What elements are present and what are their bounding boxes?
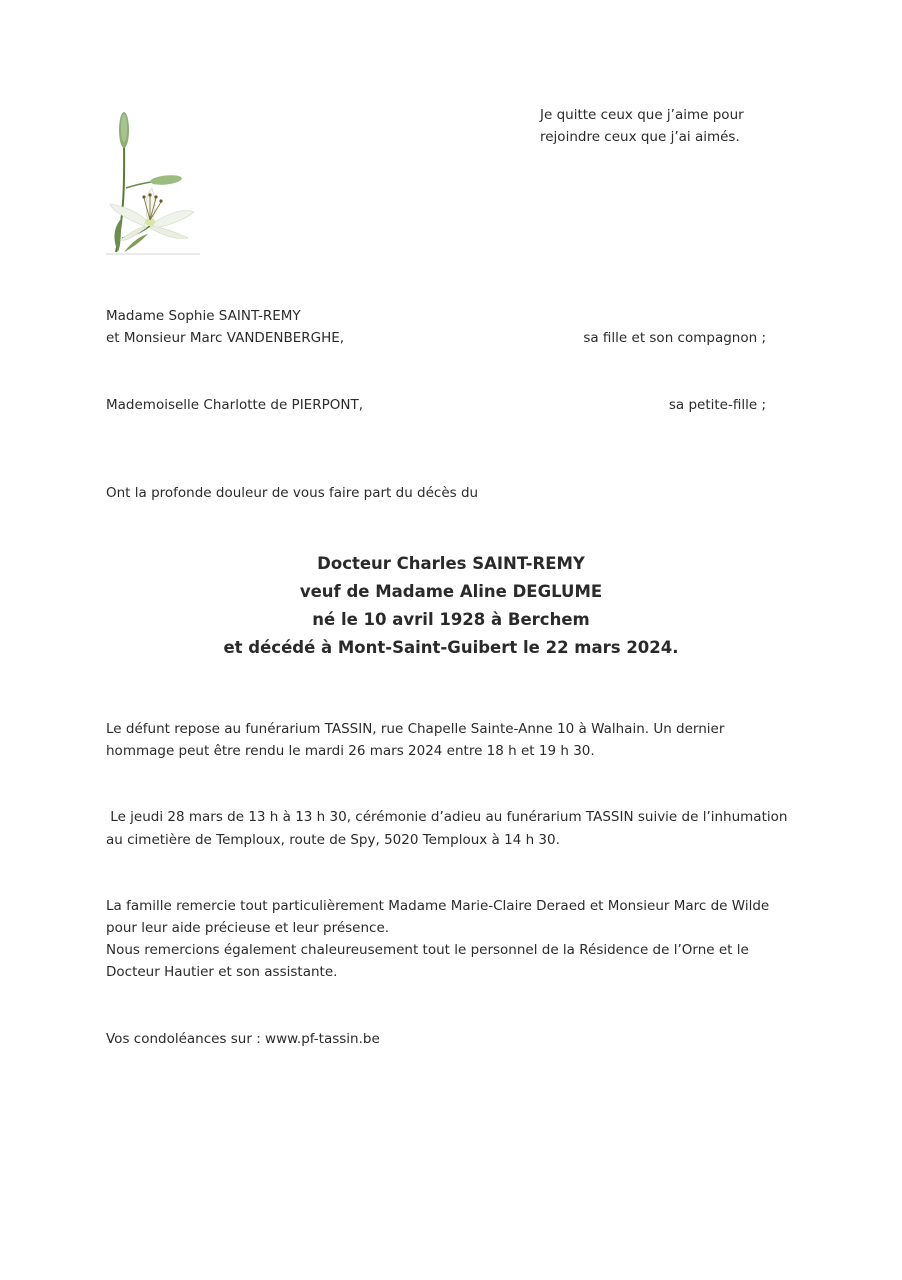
rest-line-1: Le défunt repose au funérarium TASSIN, rue Chapelle Sainte-Anne 10 à Walhain. Un dernier	[106, 721, 725, 737]
deceased-widow: veuf de Madame Aline DEGLUME	[299, 582, 603, 601]
thanks-line-1: La famille remercie tout particulièrement Madame Marie-Claire Deraed et Monsieur Marc de Wilde	[106, 898, 770, 914]
deceased-block	[0, 550, 902, 662]
announcement-intro: Ont la profonde douleur de vous faire part du décès du	[106, 485, 479, 501]
lily-flower-icon	[104, 108, 202, 256]
family-name-charlotte: Mademoiselle Charlotte de PIERPONT,	[106, 397, 363, 413]
condolences-link: Vos condoléances sur : www.pf-tassin.be	[106, 1031, 380, 1047]
deceased-name: Docteur Charles SAINT-REMY	[317, 554, 585, 573]
deceased-birth: né le 10 avril 1928 à Berchem	[312, 610, 590, 629]
thanks-line-3: Nous remercions également chaleureusement tout le personnel de la Résidence de l’Orne et le	[106, 942, 749, 958]
ceremony-line-1: Le jeudi 28 mars de 13 h à 13 h 30, cérémonie d’adieu au funérarium TASSIN suivie de l’inhumation	[106, 809, 788, 825]
family-name-marc: et Monsieur Marc VANDENBERGHE,	[106, 330, 345, 346]
ceremony-line-2: au cimetière de Temploux, route de Spy, 5020 Temploux à 14 h 30.	[106, 832, 560, 848]
family-relation-daughter: sa fille et son compagnon ;	[583, 330, 766, 346]
family-relation-granddaughter: sa petite-fille ;	[668, 397, 766, 413]
thanks-line-4: Docteur Hautier et son assistante.	[106, 964, 338, 980]
quote-line-2: rejoindre ceux que j’ai aimés.	[540, 129, 740, 145]
rest-line-2: hommage peut être rendu le mardi 26 mars 2024 entre 18 h et 19 h 30.	[106, 743, 595, 759]
quote-line-1: Je quitte ceux que j’aime pour	[540, 107, 744, 123]
family-name-sophie: Madame Sophie SAINT-REMY	[106, 308, 301, 324]
deceased-death: et décédé à Mont-Saint-Guibert le 22 mars 2024.	[223, 638, 679, 657]
thanks-line-2: pour leur aide précieuse et leur présence.	[106, 920, 390, 936]
